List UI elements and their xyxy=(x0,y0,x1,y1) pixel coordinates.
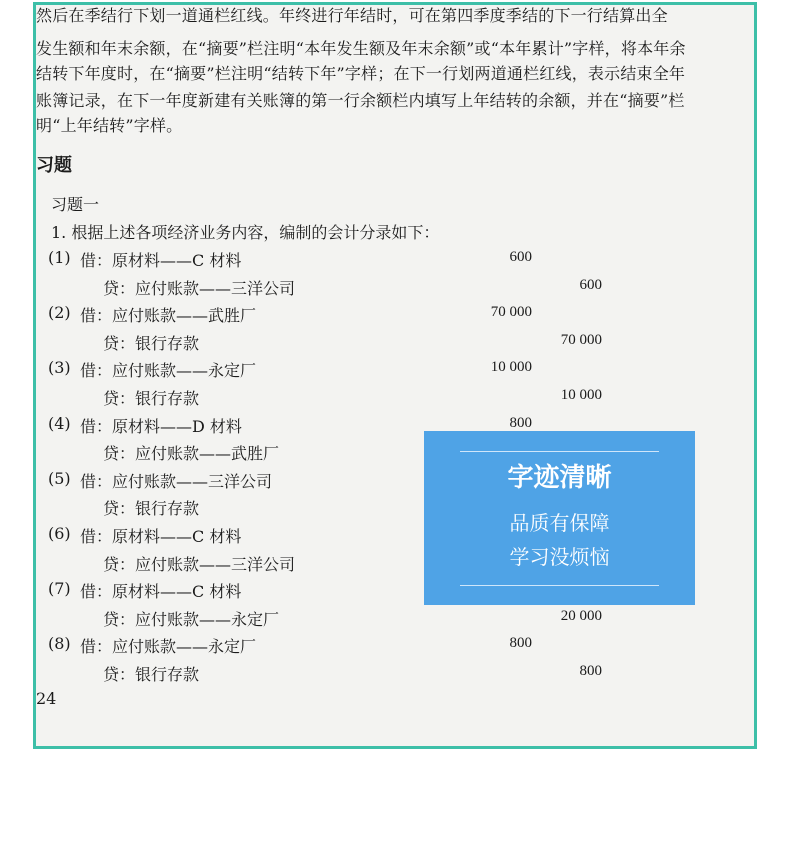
overlay-bottom-rule xyxy=(460,585,659,586)
entry-debit-line: 借：应付账款——三洋公司 xyxy=(80,471,273,491)
overlay-line-2: 学习没烦恼 xyxy=(509,545,610,569)
section-title: 习题 xyxy=(36,155,72,176)
entry-number: (3) xyxy=(48,358,71,378)
intro-line-3: 结转下年度时，在“摘要”栏注明“结转下年”字样；在下一行划两道通栏红线，表示结束全年 xyxy=(36,64,686,83)
intro-line-2: 发生额和年末余额，在“摘要”栏注明“本年发生额及年末余额”或“本年累计”字样，将本年余 xyxy=(36,39,686,58)
credit-amount: 20 000 xyxy=(560,607,602,624)
entry-credit-line: 贷：应付账款——永定厂 xyxy=(103,609,280,629)
entry-credit-line: 贷：应付账款——武胜厂 xyxy=(103,444,280,464)
question-text: 1. 根据上述各项经济业务内容，编制的会计分录如下： xyxy=(51,223,440,242)
entry-credit-line: 贷：应付账款——三洋公司 xyxy=(103,554,296,574)
overlay-top-rule xyxy=(460,451,659,452)
entry-number: (5) xyxy=(48,468,71,488)
debit-amount: 70 000 xyxy=(490,304,532,321)
entry-number: (1) xyxy=(48,248,71,267)
entry-debit-line: 借：应付账款——永定厂 xyxy=(80,637,257,657)
debit-amount: 10 000 xyxy=(490,359,532,376)
entry-debit-line: 借：原材料——D 材料 xyxy=(80,416,242,436)
entry-credit-line: 贷：银行存款 xyxy=(103,665,200,684)
entry-debit-line: 借：原材料——C 材料 xyxy=(80,582,242,602)
debit-amount: 800 xyxy=(509,635,532,652)
entry-credit-line: 贷：银行存款 xyxy=(103,499,200,519)
promo-overlay xyxy=(424,431,695,605)
credit-amount: 800 xyxy=(579,663,602,679)
entry-number: (8) xyxy=(48,634,71,654)
intro-line-5: 明“上年结转”字样。 xyxy=(36,116,183,135)
entry-credit-line: 贷：应付账款——三洋公司 xyxy=(103,278,296,298)
debit-amount: 600 xyxy=(509,249,532,265)
entry-number: (2) xyxy=(48,303,71,323)
credit-amount: 600 xyxy=(579,276,602,293)
entry-debit-line: 借：原材料——C 材料 xyxy=(80,527,242,546)
entry-number: (6) xyxy=(48,524,71,543)
page-number: 24 xyxy=(36,689,57,708)
overlay-line-1: 品质有保障 xyxy=(509,511,610,535)
entry-credit-line: 贷：银行存款 xyxy=(103,389,200,408)
credit-amount: 10 000 xyxy=(560,387,602,403)
credit-amount: 70 000 xyxy=(560,331,602,348)
debit-amount: 800 xyxy=(509,414,532,431)
intro-line-4: 账簿记录，在下一年度新建有关账簿的第一行余额栏内填写上年结转的余额，并在“摘要”栏 xyxy=(36,91,685,110)
entry-number: (4) xyxy=(48,413,71,433)
document-frame xyxy=(33,2,757,749)
exercise-title: 习题一 xyxy=(51,195,100,214)
entry-debit-line: 借：原材料——C 材料 xyxy=(80,251,242,270)
overlay-headline: 字迹清晰 xyxy=(507,463,612,493)
entry-credit-line: 贷：银行存款 xyxy=(103,333,200,353)
entry-debit-line: 借：应付账款——武胜厂 xyxy=(80,306,257,326)
entry-number: (7) xyxy=(48,579,71,599)
intro-line-1: 然后在季结行下划一道通栏红线。年终进行年结时，可在第四季度季结的下一行结算出全 xyxy=(36,6,668,25)
entry-debit-line: 借：应付账款——永定厂 xyxy=(80,361,257,381)
